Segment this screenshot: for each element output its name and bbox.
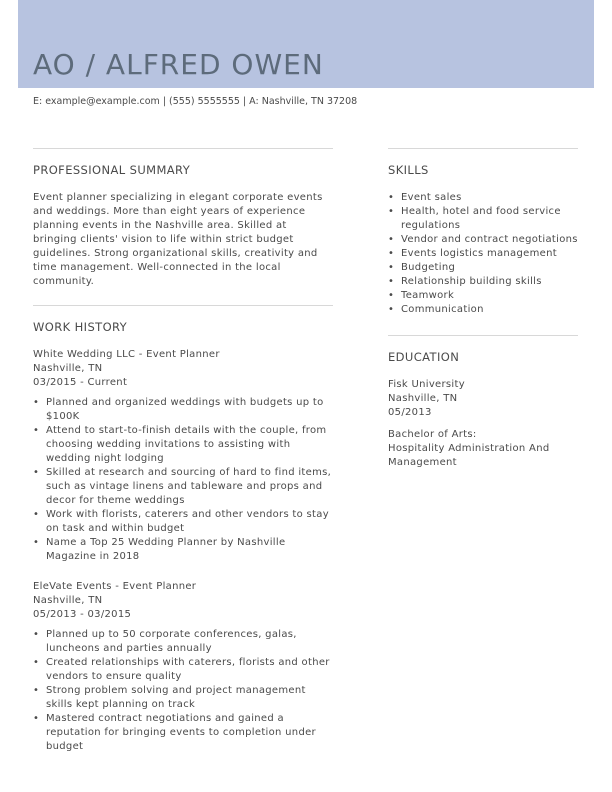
job-list	[33, 348, 333, 764]
degree: Bachelor of Arts:	[388, 429, 477, 440]
job-bullet: • Skilled at research and sourcing of hard to find items, such as vintage linens and tableware and props and decor for theme weddings	[33, 466, 333, 508]
right-column	[388, 148, 578, 470]
skills-heading: SKILLS	[388, 163, 429, 177]
skill-item: • Vendor and contract negotiations	[388, 233, 578, 247]
job-employer: White Wedding LLC - Event Planner	[33, 349, 220, 360]
job-bullet: • Planned and organized weddings with budgets up to $100K	[33, 396, 333, 424]
skill-item: • Health, hotel and food service regulations	[388, 205, 578, 233]
job-bullet: • Attend to start-to-finish details with the couple, from choosing wedding invitations to assisting with wedding night lodging	[33, 424, 333, 466]
candidate-name: AO / ALFRED OWEN	[33, 48, 324, 81]
skill-item: • Relationship building skills	[388, 275, 578, 289]
divider	[33, 148, 333, 149]
job-bullet: • Mastered contract negotiations and gained a reputation for bringing events to completion under budget	[33, 712, 333, 754]
education-heading: EDUCATION	[388, 350, 460, 364]
job-dates: 03/2015 - Current	[33, 377, 128, 388]
job-entry	[33, 580, 333, 764]
work-heading: WORK HISTORY	[33, 320, 128, 334]
job-bullets	[33, 396, 333, 564]
skill-item: • Communication	[388, 303, 578, 317]
school-location: Nashville, TN	[388, 393, 458, 404]
job-dates: 05/2013 - 03/2015	[33, 609, 132, 620]
job-location: Nashville, TN	[33, 363, 103, 374]
left-column	[33, 148, 333, 770]
job-employer: EleVate Events - Event Planner	[33, 581, 197, 592]
summary-heading: PROFESSIONAL SUMMARY	[33, 163, 191, 177]
skill-item: • Event sales	[388, 191, 578, 205]
job-bullet: • Work with florists, caterers and other vendors to stay on task and within budget	[33, 508, 333, 536]
job-bullet: • Name a Top 25 Wedding Planner by Nashville Magazine in 2018	[33, 536, 333, 564]
job-entry	[33, 348, 333, 574]
skill-item: • Teamwork	[388, 289, 578, 303]
graduation-date: 05/2013	[388, 407, 432, 418]
job-bullet: • Planned up to 50 corporate conferences, galas, luncheons and parties annually	[33, 628, 333, 656]
job-location: Nashville, TN	[33, 595, 103, 606]
job-bullet: • Created relationships with caterers, florists and other vendors to ensure quality	[33, 656, 333, 684]
contact-info: E: example@example.com | (555) 5555555 | A: Nashville, TN 37208	[33, 96, 358, 107]
skill-item: • Events logistics management	[388, 247, 578, 261]
school: Fisk University	[388, 379, 465, 390]
field-of-study: Hospitality Administration And Management	[388, 443, 550, 468]
skills-list	[388, 191, 578, 317]
divider	[33, 305, 333, 306]
divider	[388, 148, 578, 149]
job-bullet: • Strong problem solving and project management skills kept planning on track	[33, 684, 333, 712]
skill-item: • Budgeting	[388, 261, 578, 275]
divider	[388, 335, 578, 336]
job-bullets	[33, 628, 333, 754]
summary-text: Event planner specializing in elegant corporate events and weddings. More than eight years of experience planning events in the Nashville area. Skilled at bringing clients' vision to life within strict budget guidelines. Strong organizational skills, creativity and time management. Well-connected in the local community.	[33, 192, 323, 287]
